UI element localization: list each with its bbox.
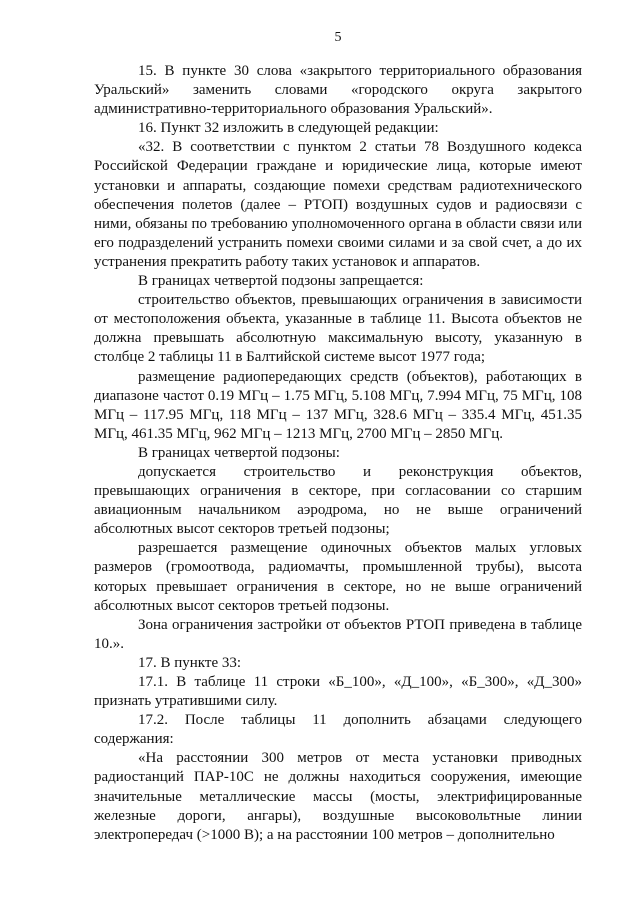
paragraph-item-17-2: 17.2. После таблицы 11 дополнить абзацами следующего содержания: (94, 712, 582, 748)
paragraph-item-15: 15. В пункте 30 слова «закрытого территориального образования Уральский» заменить словами «городского округа закрытого административно-территориального образования Уральский». (94, 63, 582, 118)
paragraph-single-objects: разрешается размещение одиночных объектов малых угловых размеров (громоотвода, радиомачты, промышленной трубы), высота которых превышает ограничения в секторе, но не выше ограничений абсолютных высот секторов третьей подзоны. (94, 540, 582, 614)
paragraph-item-17-1: 17.1. В таблице 11 строки «Б_100», «Д_100», «Б_300», «Д_300» признать утратившими силу. (94, 674, 582, 710)
paragraph-construction-limit: строительство объектов, превышающих ограничения в зависимости от местоположения объекта, указанные в таблице 11. Высота объектов не должна превышать абсолютную максимальную высоту, указанную в столбце 2 таблицы 11 в Балтийской системе высот 1977 года; (94, 292, 582, 366)
paragraph-construction-allowed: допускается строительство и реконструкция объектов, превышающих ограничения в секторе, при согласовании со старшим авиационным начальником аэродрома, но не выше ограничений абсолютных высот секторов третьей подзоны; (94, 463, 582, 538)
paragraph-prohibitions-heading: В границах четвертой подзоны запрещается: (138, 273, 424, 290)
paragraph-rtop-zone: Зона ограничения застройки от объектов РТОП приведена в таблице 10.». (94, 616, 582, 652)
paragraph-radio-frequencies: размещение радиопередающих средств (объектов), работающих в диапазоне частот 0.19 МГц – 1.75 МГц, 5.108 МГц, 7.994 МГц, 75 МГц, 108 МГц – 117.95 МГц, 118 МГц – 137 МГц, 328.6 МГц – 335.4 МГц, 451.35 МГц, 461.35 МГц, 962 МГц – 1213 МГц, 2700 МГц – 2850 МГц. (94, 368, 582, 442)
paragraph-item-17: 17. В пункте 33: (138, 654, 242, 671)
paragraph-par-10c-distance: «На расстоянии 300 метров от места установки приводных радиостанций ПАР-10С не должны находиться сооружения, имеющие значительные металлические массы (мосты, электрифицированные железные дороги, ангары), воздушные высоковольтные линии электропередач (>1000 В); а на расстоянии 100 метров – дополнительно (94, 750, 582, 843)
paragraph-item-16: 16. Пункт 32 изложить в следующей редакции: (138, 120, 439, 137)
paragraph-point-32: «32. В соответствии с пунктом 2 статьи 78 Воздушного кодекса Российской Федерации граждане и юридические лица, которые имеют установки и аппараты, создающие помехи средствам радиотехнического обеспечения полетов (далее – РТОП) воздушных судов и радиосвязи с ними, обязаны по требованию уполномоченного органа в области связи или его подразделений устранить помехи своими силами и за свой счет, а до их устранения прекратить работу таких установок и аппаратов. (94, 139, 582, 270)
paragraph-subzone-heading: В границах четвертой подзоны: (138, 444, 340, 461)
page-number: 5 (334, 30, 342, 45)
